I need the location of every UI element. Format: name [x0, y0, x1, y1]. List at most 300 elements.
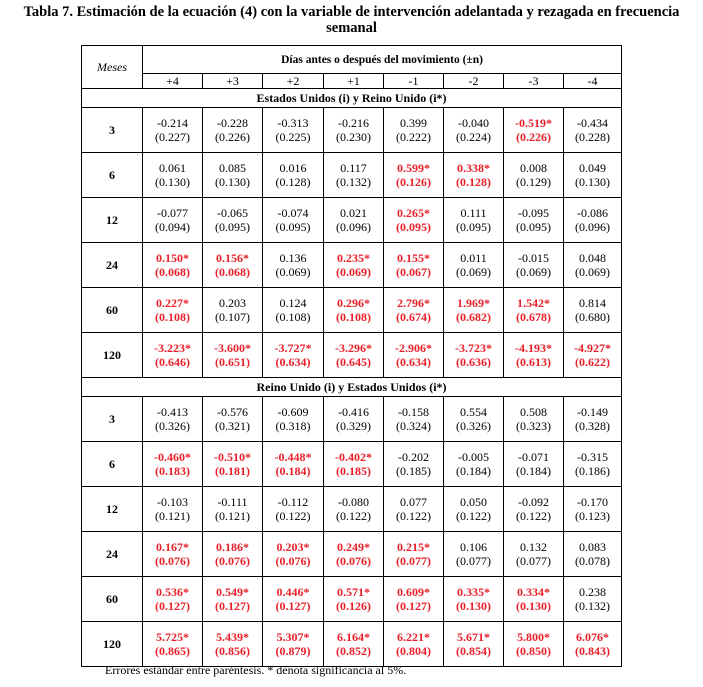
coefficient: 0.571*	[337, 585, 370, 599]
table-row	[82, 397, 622, 442]
estimate-cell	[203, 243, 263, 288]
estimate-cell	[143, 397, 203, 442]
standard-error: (0.130)	[155, 175, 190, 189]
estimate-cell	[384, 288, 444, 333]
coefficient: 0.203*	[276, 540, 310, 554]
standard-error: (0.184)	[456, 464, 491, 478]
estimate-cell	[504, 288, 564, 333]
coefficient: -0.460*	[154, 450, 191, 464]
coefficient: 0.083	[579, 540, 607, 554]
estimate-cell	[444, 108, 504, 153]
estimate-cell	[564, 288, 622, 333]
coefficient: 0.215*	[397, 540, 430, 554]
estimate-cell	[444, 198, 504, 243]
estimate-cell	[504, 108, 564, 153]
coefficient: 2.796*	[397, 296, 430, 310]
coefficient: -3.223*	[154, 341, 191, 355]
estimate-cell	[203, 397, 263, 442]
standard-error: (0.068)	[155, 265, 190, 279]
standard-error: (0.069)	[275, 265, 311, 279]
estimate-cell	[203, 333, 263, 378]
table-row	[82, 577, 622, 622]
estimate-cell	[324, 288, 384, 333]
estimate-cell	[143, 108, 203, 153]
estimate-cell	[143, 577, 203, 622]
estimate-cell	[384, 487, 444, 532]
standard-error: (0.634)	[396, 355, 431, 369]
coefficient: -0.413	[157, 405, 188, 419]
coefficient: -0.214	[157, 116, 188, 130]
table-row	[82, 442, 622, 487]
coefficient: 0.508	[520, 405, 547, 419]
coefficient: 0.117	[340, 161, 367, 175]
coefficient: 0.008	[520, 161, 547, 175]
standard-error: (0.227)	[155, 130, 190, 144]
table-row	[82, 153, 622, 198]
standard-error: (0.076)	[275, 554, 311, 568]
coefficient: -0.015	[518, 251, 549, 265]
estimate-cell	[384, 333, 444, 378]
col-header: +1	[324, 74, 384, 89]
estimate-cell	[324, 487, 384, 532]
coefficient: 0.265*	[397, 206, 430, 220]
estimate-cell	[384, 108, 444, 153]
coefficient: 0.399	[400, 116, 427, 130]
coefficient: -4.193*	[515, 341, 552, 355]
coefficient: 1.969*	[457, 296, 490, 310]
estimate-cell	[324, 333, 384, 378]
coefficient: -0.092	[518, 495, 549, 509]
standard-error: (0.185)	[396, 464, 431, 478]
estimate-cell	[324, 397, 384, 442]
table-row	[82, 198, 622, 243]
estimate-cell	[263, 532, 324, 577]
coefficient: -3.723*	[455, 341, 492, 355]
standard-error: (0.069)	[575, 265, 611, 279]
estimate-cell	[504, 442, 564, 487]
estimate-cell	[203, 288, 263, 333]
standard-error: (0.126)	[396, 175, 431, 189]
coefficient: 5.800*	[517, 630, 550, 644]
standard-error: (0.122)	[336, 509, 371, 523]
estimate-cell	[564, 622, 622, 667]
table-row	[82, 243, 622, 288]
coefficient: 0.814	[579, 296, 607, 310]
standard-error: (0.222)	[396, 130, 431, 144]
estimate-cell	[384, 198, 444, 243]
standard-error: (0.856)	[215, 644, 250, 658]
standard-error: (0.680)	[575, 310, 611, 324]
maturity-label: 3	[82, 397, 143, 442]
standard-error: (0.095)	[456, 220, 491, 234]
coefficient: 0.227*	[156, 296, 189, 310]
estimate-cell	[504, 577, 564, 622]
estimate-cell	[143, 442, 203, 487]
estimate-cell	[203, 532, 263, 577]
standard-error: (0.069)	[336, 265, 371, 279]
standard-error: (0.122)	[456, 509, 491, 523]
estimate-cell	[564, 108, 622, 153]
coefficient: -3.600*	[214, 341, 251, 355]
standard-error: (0.843)	[575, 644, 611, 658]
estimate-cell	[203, 442, 263, 487]
estimate-cell	[263, 288, 324, 333]
maturity-label: 60	[82, 288, 143, 333]
coefficient: 0.335*	[457, 585, 490, 599]
col-header: -2	[444, 74, 504, 89]
standard-error: (0.184)	[516, 464, 551, 478]
estimate-cell	[143, 333, 203, 378]
estimate-cell	[504, 333, 564, 378]
table-row	[82, 108, 622, 153]
dias-header: Días antes o después del movimiento (±n)	[143, 46, 622, 74]
col-header: -3	[504, 74, 564, 89]
coefficient: -0.402*	[335, 450, 372, 464]
coefficient: -0.111	[217, 495, 248, 509]
estimate-cell	[444, 243, 504, 288]
estimate-cell	[564, 442, 622, 487]
standard-error: (0.678)	[516, 310, 551, 324]
standard-error: (0.095)	[396, 220, 431, 234]
standard-error: (0.186)	[575, 464, 611, 478]
coefficient: -3.296*	[335, 341, 372, 355]
coefficient: 1.542*	[517, 296, 550, 310]
standard-error: (0.132)	[575, 599, 611, 613]
standard-error: (0.132)	[336, 175, 371, 189]
section-title: Estados Unidos (i) y Reino Unido (i*)	[82, 89, 622, 108]
table-row	[82, 333, 622, 378]
estimate-cell	[263, 198, 324, 243]
col-header: -1	[384, 74, 444, 89]
coefficient: 0.609*	[397, 585, 430, 599]
standard-error: (0.122)	[396, 509, 431, 523]
coefficient: -0.080	[338, 495, 369, 509]
standard-error: (0.651)	[215, 355, 250, 369]
coefficient: -0.065	[217, 206, 248, 220]
estimate-cell	[263, 333, 324, 378]
standard-error: (0.636)	[456, 355, 491, 369]
coefficient: 0.136	[279, 251, 307, 265]
coefficient: -0.158	[398, 405, 429, 419]
estimate-cell	[384, 397, 444, 442]
coefficient: -0.112	[277, 495, 309, 509]
estimate-cell	[324, 153, 384, 198]
coefficient: -0.103	[157, 495, 188, 509]
estimate-cell	[143, 243, 203, 288]
standard-error: (0.130)	[575, 175, 611, 189]
estimate-cell	[444, 333, 504, 378]
title-line-2: semanal	[326, 20, 377, 36]
standard-error: (0.852)	[336, 644, 371, 658]
standard-error: (0.108)	[155, 310, 190, 324]
standard-error: (0.682)	[456, 310, 491, 324]
coefficient: 0.011	[460, 251, 487, 265]
estimate-cell	[263, 108, 324, 153]
coefficient: -0.077	[157, 206, 188, 220]
estimate-cell	[384, 243, 444, 288]
standard-error: (0.096)	[336, 220, 371, 234]
col-header: +3	[203, 74, 263, 89]
section-title: Reino Unido (i) y Estados Unidos (i*)	[82, 378, 622, 397]
coefficient: 0.599*	[397, 161, 430, 175]
coefficient: -0.609	[277, 405, 309, 419]
standard-error: (0.850)	[516, 644, 551, 658]
standard-error: (0.865)	[155, 644, 190, 658]
standard-error: (0.122)	[275, 509, 311, 523]
table-title	[0, 4, 703, 36]
standard-error: (0.076)	[215, 554, 250, 568]
estimate-cell	[444, 442, 504, 487]
estimate-cell	[564, 487, 622, 532]
coefficient: 0.549*	[216, 585, 249, 599]
coefficient: -0.416	[338, 405, 369, 419]
standard-error: (0.328)	[575, 419, 611, 433]
standard-error: (0.324)	[396, 419, 431, 433]
maturity-label: 120	[82, 333, 143, 378]
estimate-cell	[143, 198, 203, 243]
coefficient: -0.216	[338, 116, 369, 130]
section-header-row	[82, 89, 622, 108]
standard-error: (0.128)	[275, 175, 311, 189]
table-body	[82, 46, 622, 667]
standard-error: (0.184)	[275, 464, 311, 478]
results-table	[81, 45, 622, 667]
standard-error: (0.127)	[275, 599, 311, 613]
standard-error: (0.077)	[456, 554, 491, 568]
estimate-cell	[324, 108, 384, 153]
coefficient: -0.315	[577, 450, 609, 464]
standard-error: (0.318)	[275, 419, 311, 433]
coefficient: -0.519*	[515, 116, 552, 130]
coefficient: -0.510*	[214, 450, 251, 464]
standard-error: (0.095)	[215, 220, 250, 234]
coefficient: 0.186*	[216, 540, 249, 554]
col-header: -4	[564, 74, 622, 89]
coefficient: 0.085	[219, 161, 246, 175]
standard-error: (0.321)	[215, 419, 250, 433]
standard-error: (0.226)	[215, 130, 250, 144]
maturity-label: 6	[82, 442, 143, 487]
coefficient: 0.203	[219, 296, 246, 310]
estimate-cell	[143, 532, 203, 577]
standard-error: (0.130)	[456, 599, 491, 613]
col-header: +2	[263, 74, 324, 89]
standard-error: (0.076)	[155, 554, 190, 568]
coefficient: 0.132	[520, 540, 547, 554]
coefficient: -0.434	[577, 116, 609, 130]
coefficient: 0.048	[579, 251, 607, 265]
estimate-cell	[504, 198, 564, 243]
estimate-cell	[504, 622, 564, 667]
section-header-row	[82, 378, 622, 397]
standard-error: (0.095)	[516, 220, 551, 234]
estimate-cell	[203, 487, 263, 532]
standard-error: (0.326)	[456, 419, 491, 433]
standard-error: (0.645)	[336, 355, 371, 369]
standard-error: (0.228)	[575, 130, 611, 144]
coefficient: 0.021	[340, 206, 367, 220]
standard-error: (0.095)	[275, 220, 311, 234]
coefficient: 5.307*	[276, 630, 310, 644]
standard-error: (0.183)	[155, 464, 190, 478]
coefficient: -0.202	[398, 450, 429, 464]
title-line-1: Tabla 7. Estimación de la ecuación (4) con la variable de intervención adelantada y rezagada en frecuencia	[23, 4, 680, 20]
maturity-label: 3	[82, 108, 143, 153]
coefficient: 0.155*	[397, 251, 430, 265]
table-row	[82, 622, 622, 667]
coefficient: -0.448*	[274, 450, 312, 464]
standard-error: (0.185)	[336, 464, 371, 478]
estimate-cell	[504, 487, 564, 532]
coefficient: -0.149	[577, 405, 609, 419]
estimate-cell	[143, 288, 203, 333]
estimate-cell	[444, 487, 504, 532]
estimate-cell	[444, 153, 504, 198]
coefficient: 0.446*	[276, 585, 310, 599]
coefficient: 0.235*	[337, 251, 370, 265]
estimate-cell	[564, 333, 622, 378]
standard-error: (0.226)	[516, 130, 551, 144]
standard-error: (0.108)	[275, 310, 311, 324]
standard-error: (0.068)	[215, 265, 250, 279]
coefficient: -0.040	[458, 116, 489, 130]
standard-error: (0.329)	[336, 419, 371, 433]
estimate-cell	[504, 532, 564, 577]
estimate-cell	[324, 198, 384, 243]
coefficient: 0.554	[460, 405, 487, 419]
estimate-cell	[263, 243, 324, 288]
coefficient: 0.334*	[517, 585, 550, 599]
coefficient: -0.170	[577, 495, 609, 509]
standard-error: (0.674)	[396, 310, 431, 324]
estimate-cell	[384, 622, 444, 667]
coefficient: -0.005	[458, 450, 489, 464]
estimate-cell	[384, 532, 444, 577]
coefficient: 0.167*	[156, 540, 189, 554]
footnote: Errores estándar entre paréntesis. * denota significancia al 5%.	[105, 663, 407, 677]
coefficient: 0.061	[159, 161, 186, 175]
standard-error: (0.646)	[155, 355, 190, 369]
estimate-cell	[203, 577, 263, 622]
standard-error: (0.129)	[516, 175, 551, 189]
estimate-cell	[324, 243, 384, 288]
coefficient: 6.164*	[337, 630, 370, 644]
coefficient: 6.221*	[397, 630, 430, 644]
estimate-cell	[263, 577, 324, 622]
coefficient: 0.124	[279, 296, 307, 310]
estimate-cell	[203, 198, 263, 243]
estimate-cell	[143, 622, 203, 667]
coefficient: 0.016	[279, 161, 307, 175]
standard-error: (0.096)	[575, 220, 611, 234]
coefficient: 0.077	[400, 495, 427, 509]
standard-error: (0.108)	[336, 310, 371, 324]
header-row	[82, 46, 622, 74]
estimate-cell	[444, 532, 504, 577]
standard-error: (0.181)	[215, 464, 250, 478]
standard-error: (0.130)	[516, 599, 551, 613]
standard-error: (0.067)	[396, 265, 431, 279]
estimate-cell	[324, 622, 384, 667]
coefficient: 0.049	[579, 161, 607, 175]
estimate-cell	[564, 577, 622, 622]
coefficient: 0.296*	[337, 296, 370, 310]
coefficient: -0.095	[518, 206, 549, 220]
standard-error: (0.107)	[215, 310, 250, 324]
coefficient: 5.439*	[216, 630, 249, 644]
standard-error: (0.094)	[155, 220, 190, 234]
coefficient: 0.150*	[156, 251, 189, 265]
coefficient: 0.338*	[457, 161, 490, 175]
standard-error: (0.069)	[456, 265, 491, 279]
estimate-cell	[263, 153, 324, 198]
standard-error: (0.130)	[215, 175, 250, 189]
maturity-label: 24	[82, 243, 143, 288]
standard-error: (0.879)	[275, 644, 311, 658]
estimate-cell	[143, 487, 203, 532]
estimate-cell	[324, 442, 384, 487]
coefficient: -0.576	[217, 405, 248, 419]
estimate-cell	[564, 153, 622, 198]
maturity-label: 120	[82, 622, 143, 667]
standard-error: (0.224)	[456, 130, 491, 144]
standard-error: (0.326)	[155, 419, 190, 433]
coefficient: 0.156*	[216, 251, 249, 265]
standard-error: (0.127)	[155, 599, 190, 613]
coefficient: -3.727*	[274, 341, 312, 355]
standard-error: (0.225)	[275, 130, 311, 144]
estimate-cell	[203, 108, 263, 153]
standard-error: (0.078)	[575, 554, 611, 568]
coefficient: 0.249*	[337, 540, 370, 554]
coefficient: 0.536*	[156, 585, 189, 599]
table-row	[82, 532, 622, 577]
table-row	[82, 487, 622, 532]
standard-error: (0.127)	[396, 599, 431, 613]
coefficient: -0.313	[277, 116, 309, 130]
estimate-cell	[143, 153, 203, 198]
coefficient: 6.076*	[576, 630, 610, 644]
estimate-cell	[564, 397, 622, 442]
standard-error: (0.634)	[275, 355, 311, 369]
estimate-cell	[324, 577, 384, 622]
column-header-row	[82, 74, 622, 89]
coefficient: 5.671*	[457, 630, 490, 644]
estimate-cell	[444, 622, 504, 667]
maturity-label: 12	[82, 487, 143, 532]
standard-error: (0.076)	[336, 554, 371, 568]
coefficient: 0.106	[460, 540, 487, 554]
standard-error: (0.077)	[396, 554, 431, 568]
coefficient: 5.725*	[156, 630, 189, 644]
coefficient: 0.050	[460, 495, 487, 509]
estimate-cell	[203, 153, 263, 198]
estimate-cell	[203, 622, 263, 667]
maturity-label: 60	[82, 577, 143, 622]
standard-error: (0.804)	[396, 644, 431, 658]
estimate-cell	[263, 397, 324, 442]
standard-error: (0.854)	[456, 644, 491, 658]
coefficient: 0.111	[460, 206, 487, 220]
standard-error: (0.128)	[456, 175, 491, 189]
estimate-cell	[504, 243, 564, 288]
standard-error: (0.127)	[215, 599, 250, 613]
standard-error: (0.622)	[575, 355, 611, 369]
standard-error: (0.122)	[516, 509, 551, 523]
estimate-cell	[263, 487, 324, 532]
estimate-cell	[504, 153, 564, 198]
standard-error: (0.069)	[516, 265, 551, 279]
